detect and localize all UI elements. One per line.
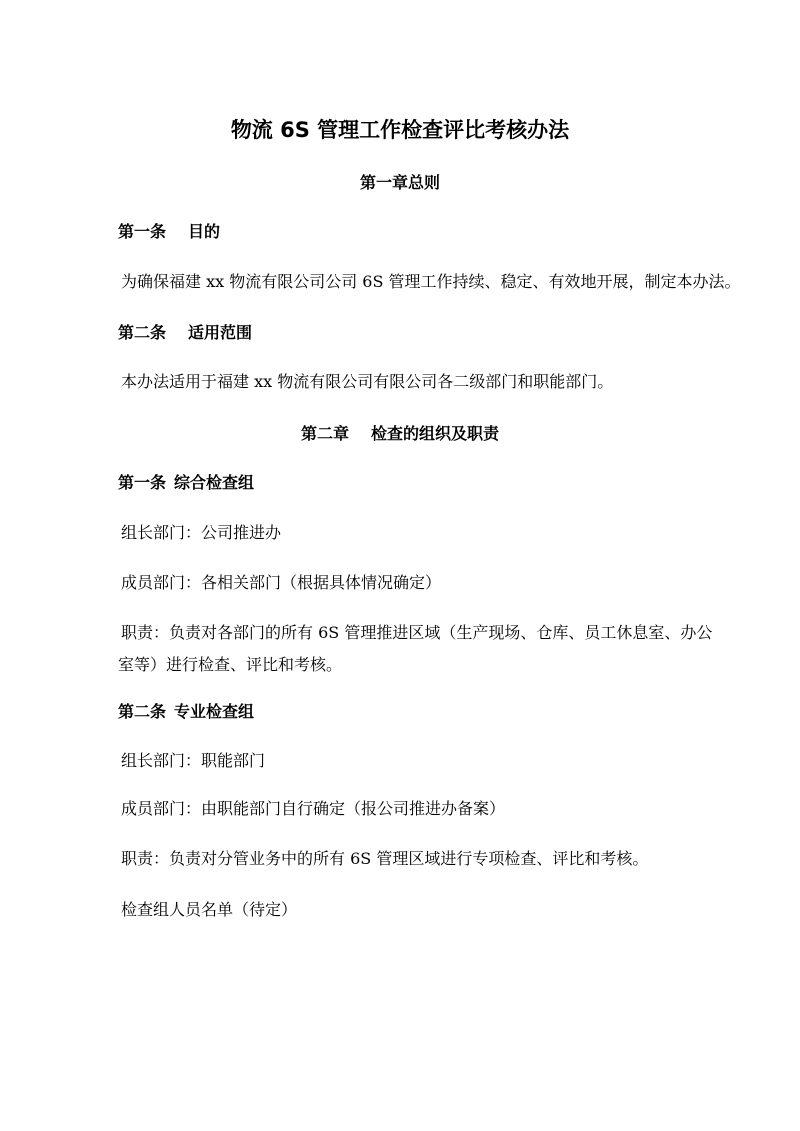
chapter2-heading — [0, 422, 800, 446]
chapter1-heading: 第一章总则 — [359, 173, 440, 192]
chapter2-article2-duty: 职责：负责对分管业务中的所有 6S 管理区域进行专项检查、评比和考核。 — [121, 849, 649, 868]
chapter2-article1-leader: 组长部门：公司推进办 — [121, 523, 282, 542]
chapter2-article2-heading — [118, 700, 254, 724]
chapter2-article1-duty: 职责：负责对各部门的所有 6S 管理推进区域（生产现场、仓库、员工休息室、办公室等）进行检查、评比和考核。 — [118, 623, 713, 674]
article-name: 专业检查组 — [174, 702, 255, 721]
article-name: 适用范围 — [188, 323, 253, 342]
article-name: 综合检查组 — [174, 473, 255, 492]
article-name: 目的 — [188, 222, 221, 241]
chapter2-article1-members: 成员部门：各相关部门（根据具体情况确定） — [121, 573, 442, 592]
chapter1-article2-text: 本办法适用于福建 xx 物流有限公司有限公司各二级部门和职能部门。 — [121, 372, 614, 391]
chapter-name: 检查的组织及职责 — [371, 424, 500, 443]
chapter2-article1-heading — [118, 471, 254, 495]
article-label: 第一条 — [118, 222, 167, 241]
chapter2-article2-roster: 检查组人员名单（待定） — [121, 900, 298, 919]
document-title: 物流 6S 管理工作检查评比考核办法 — [230, 118, 570, 142]
chapter1-article2-heading — [118, 321, 252, 345]
article-label: 第一条 — [118, 473, 167, 492]
chapter1-article1-heading — [118, 220, 220, 244]
chapter2-article2-members: 成员部门：由职能部门自行确定（报公司推进办备案） — [121, 799, 506, 818]
article-label: 第二条 — [118, 702, 167, 721]
chapter-label: 第二章 — [300, 424, 349, 443]
article-label: 第二条 — [118, 323, 167, 342]
chapter2-article2-leader: 组长部门：职能部门 — [121, 751, 266, 770]
chapter1-article1-text: 为确保福建 xx 物流有限公司公司 6S 管理工作持续、稳定、有效地开展，制定本办法。 — [121, 272, 741, 291]
